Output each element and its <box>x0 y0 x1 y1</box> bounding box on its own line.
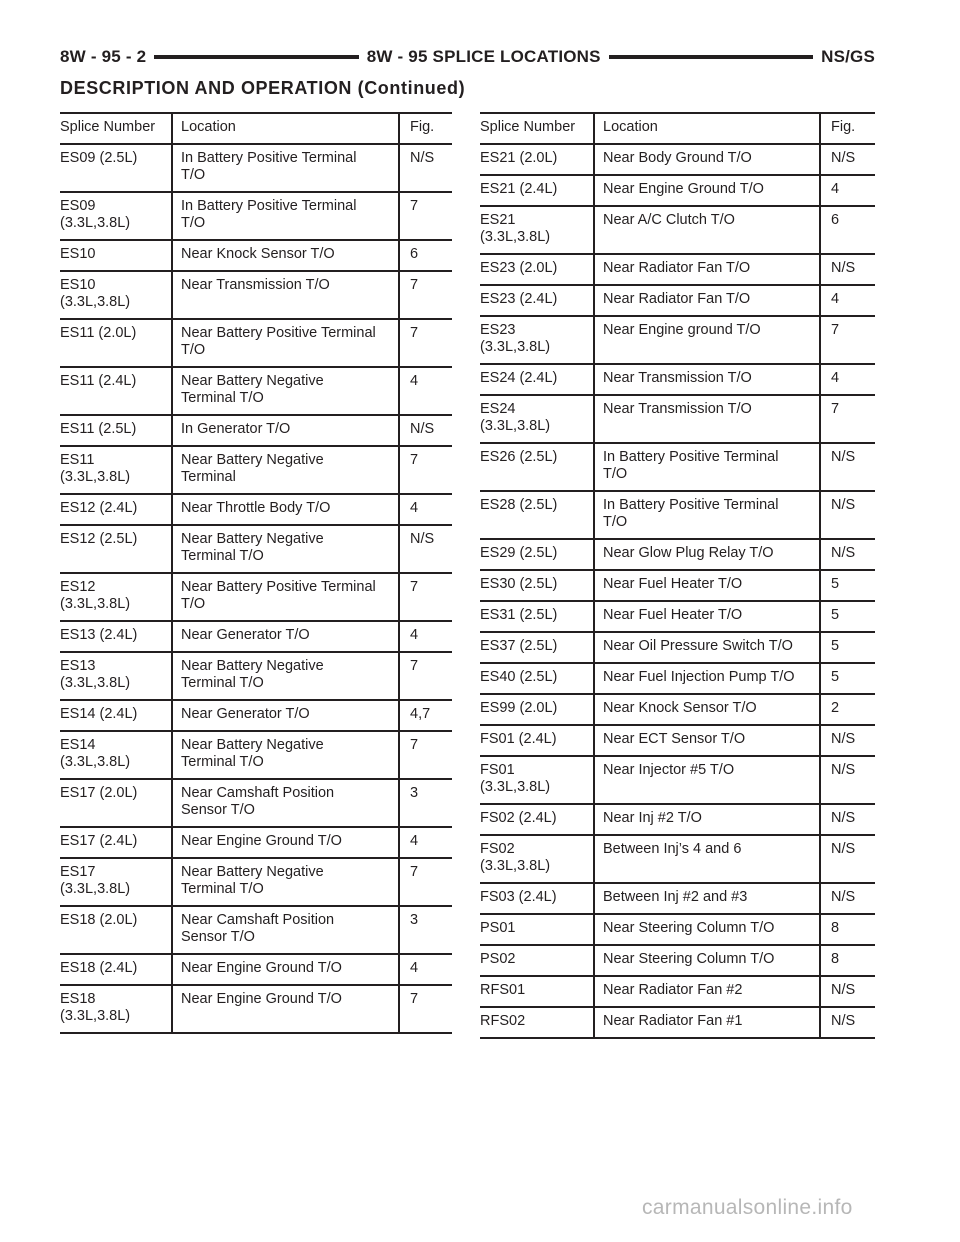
fig-cell: N/S <box>398 145 452 191</box>
table-row <box>60 701 452 732</box>
location-cell: Near A/C Clutch T/O <box>593 207 819 253</box>
header-rule-left <box>154 55 358 59</box>
splice-number-cell: ES23 (2.4L) <box>480 291 558 307</box>
location-cell: Near Battery Negative Terminal T/O <box>171 859 398 905</box>
table-row <box>480 805 875 836</box>
location-cell: Near Inj #2 T/O <box>593 805 819 834</box>
fig-cell: N/S <box>819 726 875 755</box>
column-header-location: Location <box>171 114 398 143</box>
table-row <box>60 447 452 495</box>
splice-number-cell: ES17 (2.0L) <box>60 785 138 801</box>
fig-cell: N/S <box>398 526 452 572</box>
table-header-row <box>480 114 875 145</box>
fig-cell: 7 <box>398 859 452 905</box>
splice-number-cell: ES11 (2.4L) <box>60 373 137 389</box>
fig-cell: 7 <box>398 732 452 778</box>
location-cell: Near Transmission T/O <box>593 396 819 442</box>
splice-number-cell: ES40 (2.5L) <box>480 669 558 685</box>
table-row <box>60 732 452 780</box>
fig-cell: 3 <box>398 780 452 826</box>
location-cell: Near Transmission T/O <box>171 272 398 318</box>
location-cell: Near Knock Sensor T/O <box>171 241 398 270</box>
location-cell: Near Battery Positive Terminal T/O <box>171 320 398 366</box>
fig-cell: 7 <box>819 317 875 363</box>
splice-number-cell: ES12 (3.3L,3.8L) <box>60 579 131 612</box>
splice-number-cell: ES11 (2.0L) <box>60 325 137 341</box>
location-cell: Near Injector #5 T/O <box>593 757 819 803</box>
table-row <box>60 907 452 955</box>
location-cell: Near Engine ground T/O <box>593 317 819 363</box>
fig-cell: 2 <box>819 695 875 724</box>
table-row <box>480 915 875 946</box>
fig-cell: N/S <box>398 416 452 445</box>
location-cell: Near Generator T/O <box>171 701 398 730</box>
column-header-fig: Fig. <box>819 114 875 143</box>
table-body <box>480 145 875 1039</box>
splice-number-cell: ES10 <box>60 246 96 262</box>
fig-cell: N/S <box>819 255 875 284</box>
fig-cell: N/S <box>819 540 875 569</box>
fig-cell: N/S <box>819 757 875 803</box>
splice-table-left <box>60 112 452 1034</box>
fig-cell: 5 <box>819 602 875 631</box>
location-cell: Near Camshaft Position Sensor T/O <box>171 780 398 826</box>
table-row <box>480 602 875 633</box>
location-cell: In Battery Positive Terminal T/O <box>593 492 819 538</box>
fig-cell: 7 <box>398 320 452 366</box>
section-title: DESCRIPTION AND OPERATION (Continued) <box>60 78 466 98</box>
table-row <box>480 1008 875 1039</box>
fig-cell: 5 <box>819 633 875 662</box>
fig-cell: 4 <box>398 495 452 524</box>
location-cell: Near Radiator Fan T/O <box>593 286 819 315</box>
table-row <box>60 145 452 193</box>
fig-cell: N/S <box>819 444 875 490</box>
table-row <box>480 836 875 884</box>
location-cell: Between Inj #2 and #3 <box>593 884 819 913</box>
location-cell: Near Battery Negative Terminal T/O <box>171 368 398 414</box>
location-cell: Near Engine Ground T/O <box>171 986 398 1032</box>
fig-cell: 7 <box>398 986 452 1032</box>
splice-number-cell: ES10 (3.3L,3.8L) <box>60 277 131 310</box>
splice-number-cell: ES14 (2.4L) <box>60 706 138 722</box>
fig-cell: N/S <box>819 836 875 882</box>
splice-number-cell: RFS02 <box>480 1013 526 1029</box>
page-reference: 8W - 95 - 2 <box>60 47 147 66</box>
fig-cell: 4 <box>398 622 452 651</box>
fig-cell: 4 <box>398 368 452 414</box>
table-row <box>480 726 875 757</box>
watermark-text: carmanualsonline.info <box>642 1196 853 1219</box>
location-cell: In Battery Positive Terminal T/O <box>171 193 398 239</box>
table-row <box>480 540 875 571</box>
fig-cell: 5 <box>819 664 875 693</box>
table-row <box>60 272 452 320</box>
splice-number-cell: ES13 (3.3L,3.8L) <box>60 658 131 691</box>
table-row <box>60 859 452 907</box>
splice-number-cell: FS01 (2.4L) <box>480 731 557 747</box>
fig-cell: N/S <box>819 884 875 913</box>
column-header-splice: Splice Number <box>480 119 576 135</box>
table-row <box>60 193 452 241</box>
fig-cell: N/S <box>819 977 875 1006</box>
table-row <box>60 526 452 574</box>
location-cell: Near Fuel Heater T/O <box>593 602 819 631</box>
table-row <box>60 828 452 859</box>
splice-number-cell: ES18 (2.0L) <box>60 912 138 928</box>
location-cell: Near Battery Negative Terminal T/O <box>171 526 398 572</box>
table-row <box>480 444 875 492</box>
table-row <box>480 286 875 317</box>
splice-number-cell: ES13 (2.4L) <box>60 627 138 643</box>
location-cell: Near Fuel Heater T/O <box>593 571 819 600</box>
fig-cell: 4 <box>819 286 875 315</box>
splice-number-cell: ES30 (2.5L) <box>480 576 558 592</box>
table-row <box>60 653 452 701</box>
splice-number-cell: ES26 (2.5L) <box>480 449 558 465</box>
model-code: NS/GS <box>821 47 876 66</box>
location-cell: Near Engine Ground T/O <box>171 828 398 857</box>
location-cell: In Battery Positive Terminal T/O <box>171 145 398 191</box>
table-row <box>480 757 875 805</box>
fig-cell: 4 <box>398 828 452 857</box>
fig-cell: 7 <box>398 447 452 493</box>
splice-number-cell: ES23 (3.3L,3.8L) <box>480 322 551 355</box>
splice-number-cell: ES14 (3.3L,3.8L) <box>60 737 131 770</box>
table-row <box>480 571 875 602</box>
fig-cell: 7 <box>819 396 875 442</box>
table-header-row <box>60 114 452 145</box>
table-row <box>60 368 452 416</box>
splice-number-cell: ES18 (3.3L,3.8L) <box>60 991 131 1024</box>
fig-cell: 8 <box>819 915 875 944</box>
splice-number-cell: ES24 (3.3L,3.8L) <box>480 401 551 434</box>
location-cell: Near Steering Column T/O <box>593 946 819 975</box>
table-row <box>480 633 875 664</box>
location-cell: Near Radiator Fan #1 <box>593 1008 819 1037</box>
splice-number-cell: PS01 <box>480 920 516 936</box>
splice-number-cell: ES21 (2.4L) <box>480 181 558 197</box>
fig-cell: 5 <box>819 571 875 600</box>
fig-cell: 6 <box>819 207 875 253</box>
splice-number-cell: ES21 (2.0L) <box>480 150 558 166</box>
table-body <box>60 145 452 1034</box>
table-row <box>480 176 875 207</box>
splice-number-cell: ES17 (3.3L,3.8L) <box>60 864 131 897</box>
fig-cell: N/S <box>819 805 875 834</box>
location-cell: Near Engine Ground T/O <box>593 176 819 205</box>
location-cell: Near Glow Plug Relay T/O <box>593 540 819 569</box>
fig-cell: 4,7 <box>398 701 452 730</box>
table-row <box>480 695 875 726</box>
table-row <box>480 365 875 396</box>
table-row <box>60 986 452 1034</box>
table-row <box>480 884 875 915</box>
splice-number-cell: ES18 (2.4L) <box>60 960 138 976</box>
splice-number-cell: ES11 (2.5L) <box>60 421 137 437</box>
column-header-splice: Splice Number <box>60 119 156 135</box>
fig-cell: 8 <box>819 946 875 975</box>
table-row <box>60 241 452 272</box>
splice-number-cell: RFS01 <box>480 982 526 998</box>
location-cell: Near Oil Pressure Switch T/O <box>593 633 819 662</box>
splice-number-cell: ES09 (3.3L,3.8L) <box>60 198 131 231</box>
splice-number-cell: FS03 (2.4L) <box>480 889 557 905</box>
fig-cell: 7 <box>398 272 452 318</box>
splice-number-cell: ES09 (2.5L) <box>60 150 138 166</box>
splice-number-cell: ES31 (2.5L) <box>480 607 558 623</box>
location-cell: Near Engine Ground T/O <box>171 955 398 984</box>
fig-cell: 7 <box>398 574 452 620</box>
fig-cell: N/S <box>819 1008 875 1037</box>
splice-number-cell: FS01 (3.3L,3.8L) <box>480 762 551 795</box>
table-row <box>60 780 452 828</box>
location-cell: Near Battery Negative Terminal T/O <box>171 732 398 778</box>
table-row <box>480 396 875 444</box>
fig-cell: 4 <box>819 176 875 205</box>
fig-cell: N/S <box>819 145 875 174</box>
fig-cell: N/S <box>819 492 875 538</box>
location-cell: Near Battery Negative Terminal <box>171 447 398 493</box>
fig-cell: 7 <box>398 653 452 699</box>
location-cell: Near Battery Negative Terminal T/O <box>171 653 398 699</box>
fig-cell: 7 <box>398 193 452 239</box>
table-row <box>480 946 875 977</box>
splice-number-cell: ES99 (2.0L) <box>480 700 558 716</box>
table-row <box>480 145 875 176</box>
table-row <box>480 255 875 286</box>
splice-table-right <box>480 112 875 1039</box>
splice-number-cell: ES12 (2.4L) <box>60 500 138 516</box>
splice-number-cell: PS02 <box>480 951 516 967</box>
location-cell: Near Fuel Injection Pump T/O <box>593 664 819 693</box>
column-header-fig: Fig. <box>398 114 452 143</box>
location-cell: Near Knock Sensor T/O <box>593 695 819 724</box>
location-cell: Near Throttle Body T/O <box>171 495 398 524</box>
location-cell: In Battery Positive Terminal T/O <box>593 444 819 490</box>
splice-number-cell: ES12 (2.5L) <box>60 531 138 547</box>
location-cell: Near Transmission T/O <box>593 365 819 394</box>
fig-cell: 4 <box>819 365 875 394</box>
table-row <box>480 977 875 1008</box>
location-cell: Near Radiator Fan #2 <box>593 977 819 1006</box>
section-name: 8W - 95 SPLICE LOCATIONS <box>366 47 601 66</box>
splice-number-cell: ES23 (2.0L) <box>480 260 558 276</box>
splice-number-cell: ES17 (2.4L) <box>60 833 138 849</box>
table-row <box>60 495 452 526</box>
header-rule-right <box>609 55 813 59</box>
page-header <box>60 44 875 70</box>
column-header-location: Location <box>593 114 819 143</box>
splice-number-cell: FS02 (2.4L) <box>480 810 557 826</box>
fig-cell: 6 <box>398 241 452 270</box>
table-row <box>480 492 875 540</box>
location-cell: Near Battery Positive Terminal T/O <box>171 574 398 620</box>
location-cell: Between Inj’s 4 and 6 <box>593 836 819 882</box>
location-cell: Near Camshaft Position Sensor T/O <box>171 907 398 953</box>
table-row <box>60 955 452 986</box>
fig-cell: 3 <box>398 907 452 953</box>
table-row <box>480 317 875 365</box>
table-row <box>480 207 875 255</box>
table-row <box>60 622 452 653</box>
location-cell: Near Body Ground T/O <box>593 145 819 174</box>
location-cell: Near ECT Sensor T/O <box>593 726 819 755</box>
location-cell: Near Generator T/O <box>171 622 398 651</box>
splice-number-cell: ES37 (2.5L) <box>480 638 558 654</box>
splice-number-cell: ES28 (2.5L) <box>480 497 558 513</box>
splice-number-cell: ES11 (3.3L,3.8L) <box>60 452 131 485</box>
table-row <box>60 416 452 447</box>
splice-number-cell: ES29 (2.5L) <box>480 545 558 561</box>
table-row <box>60 574 452 622</box>
location-cell: Near Radiator Fan T/O <box>593 255 819 284</box>
splice-number-cell: ES21 (3.3L,3.8L) <box>480 212 551 245</box>
location-cell: In Generator T/O <box>171 416 398 445</box>
table-row <box>480 664 875 695</box>
splice-number-cell: FS02 (3.3L,3.8L) <box>480 841 551 874</box>
splice-number-cell: ES24 (2.4L) <box>480 370 558 386</box>
table-row <box>60 320 452 368</box>
location-cell: Near Steering Column T/O <box>593 915 819 944</box>
fig-cell: 4 <box>398 955 452 984</box>
